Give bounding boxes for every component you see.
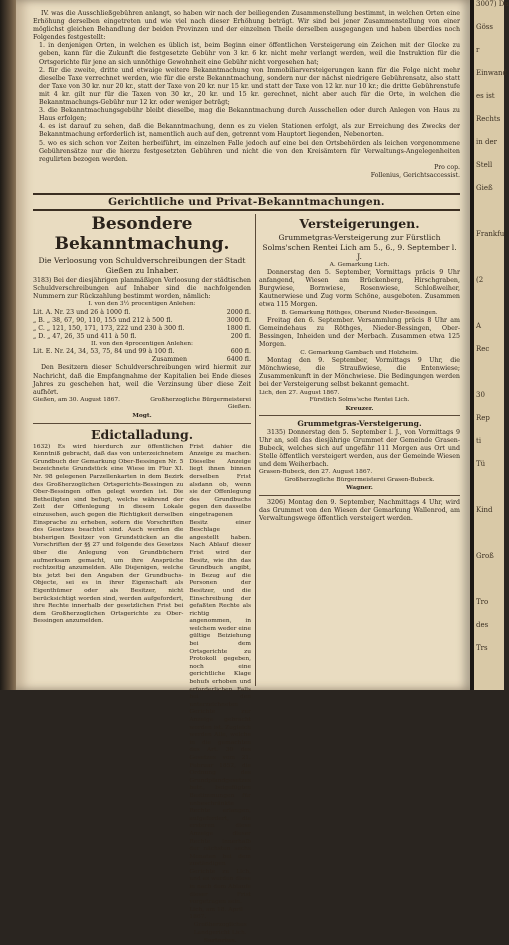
special-notice-body: Den Besitzern dieser Schuldverschreibungen wird hiermit zur Nachricht, daß die Empfangnahme der Kapitalien bei Ende dieses Jahres zu geschehen hat, weil die Verzinsung über diese Zeit aufhört. [33, 364, 251, 396]
adjacent-page-fragment: Rep [476, 414, 490, 422]
adjacent-page-fragment: Trs [476, 644, 488, 652]
edict-date: Lich, am 18. April 1867. [189, 906, 243, 921]
divider [259, 495, 460, 496]
adjacent-page-fragment: Groß [476, 552, 494, 560]
notice-date: Gießen, am 30. August 1867. [33, 396, 120, 403]
adjacent-page-fragment [474, 575, 504, 598]
adjacent-page-fragment [474, 368, 504, 391]
edict-col1: 1632) Es wird hierdurch zur öffentlichen Kenntniß gebracht, daß das von unterzeichnetem Grundbuch der Gemarkung Ober-Bessingen Nr. 5 bezeichnete Grundstück eine Wiese im Flur XI. Nr. 98 gelegenen Parzellenkarten in dem Bezirk des Großherzoglichen Ortsgerichts-Bessingen zu Ober-Bessingen offen gelegt worden ist. Die Betheiligten sind befugt, welche während der Zeit der Offenlegung in diesem Lokale einzusehen, auch gegen die Richtigkeit derselben Einsprache zu erheben, sofern die Vorschriften des Gesetzes beachtet sind. Auch werden die bisherigen Besitzer von Grundstücken an die Vorschriften der §§ 27 und folgende des Gesetzes über die Anlegung von Grundbüchern aufmerksam gemacht, um ihre Ansprüche rechtzeitig anzumelden. Alle Diejenigen, welche bis jetzt bei den Angaben der Grundbuchs-Objecte, sei es in ihrer Eigenschaft als Eigenthümer oder als Besitzer, nicht berücksichtigt worden sind, werden aufgefordert, ihre Rechte innerhalb der gesetzlichen Frist bei dem Großherzoglichen Ortsgerichte zu Ober-Bessingen anzumelden. [33, 443, 184, 625]
bond-total [33, 356, 251, 364]
column-divider [255, 214, 256, 686]
top-item: 3. die Bekanntmachungsgebühr bleibt dieselbe, mag die Bekanntmachung durch Ausschellen oder durch Anlegen von Haus zu Haus erfolgen; [39, 107, 460, 123]
bond-lit: „ C. „ 121, 150, 171, 173, 222 und 230 à 300 fl. [33, 324, 185, 332]
adjacent-page-fragment [474, 529, 504, 552]
adjacent-page-fragment: Gieß [476, 184, 493, 192]
edict-col2: Frist dahier die Anzeige zu machen. Dieselbe Anzeige liegt ihnen binnen derselben Frist alsdann ob, wenn sie der Offenlegung des Grundbuchs gegen den dasselbe eingetragenen Besitz einer Beschlage angestellt haben. Nach Ablauf dieser Frist wird der Besitz, wie ihn das Grundbuch angibt, in Bezug auf die Personen der Besitzer, und die Einschreibung der gefaßten Rechte als richtig angenommen, in welchem weder eine gültige Beiziehung bei dem Ortsgerichte zu Protokoll gegeben, noch eine gerichtliche Klage behufs erhoben und erforderlichen Falls bei den unterzeichneten Gerichte zur Anzeige gebracht worden ist. Zugleich werden Alle, welche in die gemachten des Art. 30 des Gesetzes vom 21. Februar 1852, die Ordnung des Grundpfandgesetzes betr., beigefügten Bestimmungen für unbeschränkte Rechte erlangen, aufgefordert, die ersteren diese Anzeige dieser Rechte innerhalb der nächsten sechs Monaten bei dem zuständigen Gerichte zu Lich, und es werden diese in nach dem Ablaufe dieser Frist vorgetragen sein. [189, 443, 251, 906]
auction-1-title: Grummetgras-Versteigerung zur Fürstlich Solms'schen Rentei Lich am 5., 6., 9. September l. J. [262, 233, 457, 261]
banner-rule-bottom [33, 209, 460, 211]
adjacent-page-fragment [474, 483, 504, 506]
bond-group-heading: II. von den 4procentigen Anlehen: [91, 340, 193, 347]
adjacent-page-fragment: in der [476, 138, 497, 146]
auction-b-text: Freitag den 6. September. Versammlung präcis 8 Uhr am Gemeindehaus zu Röthges, Nieder-Bessingen, Ober-Bessingen, Inheiden und der Merbach. Zusammen etwa 125 Morgen. [259, 317, 460, 349]
top-sign-place: Pro cop. [434, 163, 460, 171]
total-label: Zusammen [151, 356, 187, 364]
book-binding [0, 0, 16, 690]
bond-amount: 1800 fl. [226, 324, 251, 332]
adjacent-page-fragment: Stell [476, 161, 493, 169]
auction-2-title: Grummetgras-Versteigerung. [297, 419, 422, 429]
bond-group-list [33, 309, 251, 341]
auction-b-heading: B. Gemarkung Röthges, Oberund Nieder-Bessingen. [281, 309, 438, 316]
adjacent-page-fragment: 3007) Da [476, 0, 509, 8]
bond-amount: 600 fl. [230, 348, 251, 356]
bond-lit: „ D. „ 47, 26, 35 und 411 à 50 fl. [33, 332, 137, 340]
bond-lit: „ B. „ 38, 67, 90, 110, 155 und 212 à 500 fl. [33, 316, 173, 324]
adjacent-page-fragment: Göss [476, 23, 493, 31]
auction-2-text: 3135) Donnerstag den 5. September l. J., von Vormittags 9 Uhr an, soll das diesjährige Grummet der Gemeinde Grasen-Bubeck, welches sich auf ungefähr 111 Morgen aus Ort und Stelle öffentlich versteigert werden, aus der Gemeinde Wiesen und dem Weiherbach. [259, 428, 460, 469]
bond-group-heading: I. von den 3½ procentigen Anlehen: [88, 301, 196, 308]
bond-row [33, 317, 251, 325]
auction-a-text: Donnerstag den 5. September, Vormittags präcis 9 Uhr anfangend, Wiesen am Brückenberg, Hirschgraben, Burgwiese, Bornwiese, Rosenwiese, Schloßweiher, Kautnerwiese und Zug vorm Schöne, ausgeboten. Zusammen etwa 115 Morgen. [259, 269, 460, 309]
top-sign-name: Follenius, Gerichtsaccessist. [370, 171, 460, 179]
divider [33, 423, 251, 424]
adjacent-page-fragment [474, 299, 504, 322]
auction-2-office: Großherzogliche Bürgermeisterei Grasen-Bubeck. [284, 476, 435, 483]
auction-1-signer: Kreuzer. [345, 404, 374, 412]
bond-lit: Lit. A. Nr. 23 und 26 à 1000 fl. [33, 308, 131, 316]
notice-signer: Mogt. [132, 412, 152, 420]
adjacent-page-fragment: r [476, 46, 480, 54]
auction-c-text: Montag den 9. September, Vormittags 9 Uhr, die Mönchwiese, die Straußwiese, die Entenwiese; Zusammenkunft in der Mönchwiese. Die Bedingungen werden bei der Versteigerung selbst bekannt gemacht. [259, 357, 460, 389]
bond-row [33, 309, 251, 317]
special-notice-signature [33, 397, 251, 412]
auction-a-heading: A. Gemarkung Lich. [329, 261, 390, 268]
special-notice-subtitle: Die Verloosung von Schuldverschreibungen der Stadt Gießen zu Inhaber. [38, 256, 246, 275]
bond-row [33, 325, 251, 333]
adjacent-page-fragment: Kind [476, 506, 493, 514]
section-banner: Gerichtliche und Privat-Bekanntmachungen. [108, 196, 385, 208]
special-notice-title: Besondere Bekanntmachung. [54, 214, 230, 254]
adjacent-page-fragment: Frankfu [476, 230, 505, 238]
adjacent-page-fragment [474, 207, 504, 230]
right-column [259, 214, 460, 523]
bond-amount: 3000 fl. [226, 316, 251, 324]
auction-1-office: Fürstlich Solms'sche Rentei Lich. [309, 397, 410, 404]
bond-amount: 2000 fl. [226, 308, 251, 316]
adjacent-page-fragment: (2 [476, 276, 484, 284]
top-item: 1. in denjenigen Orten, in welchen es üblich ist, beim Beginn einer öffentlichen Versteigerung ein Zeichen mit der Glocke zu geben, kann für die Zukunft die festgesetzte Gebühr von 3 kr. 6 kr. nicht mehr verlangt werden, weil die Instruktion für die Ortsgerichte für jene an sich unnöthige Gewohnheit eine Gebühr nicht vorgesehen hat; [39, 42, 460, 66]
adjacent-page-fragment: Einwand [476, 69, 508, 77]
adjacent-page-fragment [474, 253, 504, 276]
auctions-title: Versteigerungen. [299, 216, 420, 231]
auction-c-heading: C. Gemarkung Gambach und Holzheim. [300, 349, 419, 356]
edict-signer: Sartorius. [203, 937, 237, 945]
adjacent-page-fragment: 30 [476, 391, 485, 399]
bond-lit: Lit. E. Nr. 24, 34, 53, 75, 84 und 99 à 100 fl. [33, 348, 175, 356]
edict-body [33, 444, 251, 945]
bond-amount: 200 fl. [230, 332, 251, 340]
auction-2-signer: Wagner. [346, 484, 373, 492]
adjacent-page-fragment: Tro [476, 598, 489, 606]
adjacent-page-fragment: A [476, 322, 482, 330]
adjacent-page-edge [474, 0, 509, 690]
top-item: 5. wo es sich schon vor Zeiten herbeiführt, im einzelnen Falle jedoch auf eine bei den Ortsbehörden als leichen vorgenommene Gebührensätze nur die hierzu festgesetzten Gebühren und nicht die von den Kreisämtern für Verwaltungs-Angelegenheiten regulirten bezogen werden. [39, 139, 460, 163]
adjacent-page-fragment: Rec [476, 345, 490, 353]
left-column [33, 214, 251, 945]
bond-row [33, 348, 251, 356]
adjacent-page-fragment: ti [476, 437, 482, 445]
auction-3-text: 3206) Montag den 9. September, Nachmittags 4 Uhr, wird das Grummet von den Wiesen der Gemarkung Wallenrod, am Verwaltungswege öffentlich versteigert werden. [259, 499, 460, 523]
top-section [33, 10, 460, 180]
top-item: 2. für die zweite, dritte und etwaige weitere Bekanntmachung von Immobiliarversteigerungen kann für die Folge nicht mehr dieselbe Taxe verrechnet werden, wie für die erste Bekanntmachung, sondern nur der nächst niedrigere Gebührensatz, also statt der Taxe von 30 kr. nur 20 kr., statt der Taxe von 20 kr. nur 15 kr. und statt der Taxe von 12 kr. nur 10 kr.; die dritte Gebührenstufe mit 4 kr. gilt nur für die Taxen von 30 kr., 20 kr. und 15 kr. gerechnet, nicht aber auch für die Orte, in welchen die Bekanntmachungs-Gebühr nur 12 kr. oder weniger beträgt; [39, 66, 460, 107]
banner-rule-top [33, 193, 460, 195]
auction-1-date: Lich, den 27. August 1867. [259, 389, 340, 396]
top-item: IV. was die Ausschließgebühren anlangt, so haben wir nach der beiliegenden Zusammenstellung bestimmt, in welchen Orten eine Erhöhung derselben eingetreten und wie viel nach dieser Erhöhung beträgt. Wir sind bei jener Zusammenstellung von einer möglichst gleichen Behandlung der beiden Provinzen und der einzelnen Theile derselben ausgegangen und haben überdies noch Folgendes festgestellt: [33, 10, 460, 42]
adjacent-page-fragment: Tü [476, 460, 486, 468]
auction-2-date: Grasen-Bubeck, den 27. August 1867. [259, 469, 373, 476]
adjacent-page-fragment: des [476, 621, 489, 629]
special-notice-intro: 3183) Bei der diesjährigen planmäßigen Verloosung der städtischen Schuldverschreibungen auf Inhaber sind die nachfolgenden Nummern zur Rückzahlung bestimmt worden, nämlich: [33, 277, 251, 301]
edict-office: Großherzogliches Landgericht Lich. [193, 922, 247, 936]
top-item: 4. es ist darauf zu sehen, daß die Bekanntmachung, denn es zu vielen Stationen erfolgt, als zur Erreichung des Zwecks der Bekanntmachung erforderlich ist, namentlich auch auf den, getrennt vom Hauptort liegenden, Nebenorten. [39, 123, 460, 139]
edict-title: Edictalladung. [90, 426, 194, 442]
total-value: 6400 fl. [226, 356, 251, 364]
divider [259, 415, 460, 416]
notice-office: Großherzogliche Bürgermeisterei Gießen. [150, 396, 251, 411]
bond-group-list [33, 348, 251, 356]
adjacent-page-fragment: Rechts [476, 115, 501, 123]
bond-row [33, 333, 251, 341]
top-signature [33, 164, 460, 180]
adjacent-page-fragment: es ist [476, 92, 495, 100]
